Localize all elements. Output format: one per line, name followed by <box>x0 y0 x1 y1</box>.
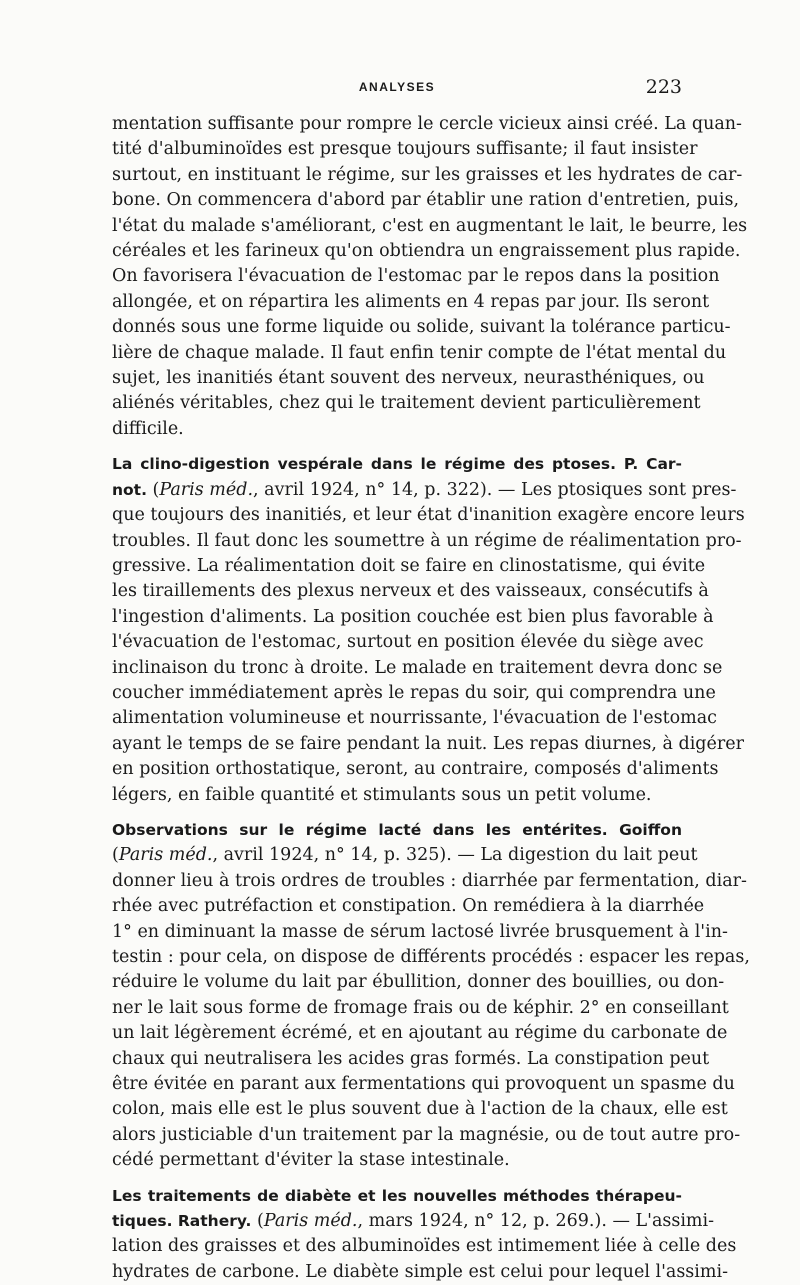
text-line: alors justiciable d'un traitement par la magnésie, ou de tout autre pro- <box>112 1124 741 1145</box>
article-ptoses <box>112 452 745 808</box>
article-title-line <box>112 818 682 843</box>
article-title: Les traitements de diabète et les nouvelles méthodes thérapeu- <box>112 1186 682 1205</box>
text-line: difficile. <box>112 418 184 439</box>
page-number: 223 <box>645 76 682 98</box>
text-line: testin : pour cela, on dispose de différents procédés : espacer les repas, <box>112 947 750 967</box>
text-line: 1° en diminuant la masse de sérum lactosé livrée brusquement à l'in- <box>112 921 728 942</box>
page-body <box>112 112 750 1285</box>
reference-details: , avril 1924, n° 14, p. 325). — La digestion du lait peut <box>212 845 698 866</box>
text-line: colon, mais elle est le plus souvent due à l'action de la chaux, elle est <box>112 1099 728 1120</box>
text-line: que toujours des inanitiés, et leur état d'inanition exagère encore leurs <box>112 505 745 526</box>
text-line: en position orthostatique, seront, au contraire, composés d'aliments <box>112 759 719 780</box>
text-line: chaux qui neutralisera les acides gras formés. La constipation peut <box>112 1048 710 1069</box>
reference-line <box>112 478 737 503</box>
text-line: ner le lait sous forme de fromage frais ou de képhir. 2° en conseillant <box>112 997 729 1018</box>
text-line: lation des graisses et des albuminoïdes est intimement liée à celle des <box>112 1236 737 1257</box>
article-author: not. <box>112 480 147 499</box>
text-line: lière de chaque malade. Il faut enfin tenir compte de l'état mental du <box>112 342 727 363</box>
text-line: donner lieu à trois ordres de troubles : diarrhée par fermentation, diar- <box>112 870 747 891</box>
article-diabete <box>112 1184 737 1285</box>
text-line: cédé permettant d'éviter la stase intestinale. <box>112 1150 510 1171</box>
text-line: allongée, et on répartira les aliments en 4 repas par jour. Ils seront <box>112 291 710 312</box>
article-author: tiques. Rathery. <box>112 1212 252 1231</box>
article-title: Observations sur le régime lacté dans les entérites. Goiffon <box>112 820 682 839</box>
text-line: rhée avec putréfaction et constipation. On remédiera à la diarrhée <box>112 896 705 917</box>
text-line: ayant le temps de se faire pendant la nuit. Les repas diurnes, à digérer <box>112 733 744 754</box>
reference-open: ( <box>146 479 160 500</box>
text-line: troubles. Il faut donc les soumettre à un régime de réalimentation pro- <box>112 530 742 551</box>
text-line: l'ingestion d'aliments. La position couchée est bien plus favorable à <box>112 606 714 627</box>
journal-name: Paris méd. <box>263 1211 358 1232</box>
text-line: bone. On commencera d'abord par établir une ration d'entretien, puis, <box>112 190 740 211</box>
text-line: un lait légèrement écrémé, et en ajoutant au régime du carbonate de <box>112 1023 728 1044</box>
reference-details: , avril 1924, n° 14, p. 322). — Les ptosiques sont pres- <box>253 479 737 500</box>
text-line: les tiraillements des plexus nerveux et des vaisseaux, consécutifs à <box>112 581 709 602</box>
reference-open: ( <box>112 845 119 866</box>
text-line: coucher immédiatement après le repas du soir, qui comprendra une <box>112 682 716 703</box>
text-line: sujet, les inanitiés étant souvent des nerveux, neurasthéniques, ou <box>112 368 705 389</box>
reference-line <box>112 1209 715 1234</box>
reference-details: , mars 1924, n° 12, p. 269.). — L'assimi- <box>357 1211 715 1232</box>
text-line: mentation suffisante pour rompre le cercle vicieux ainsi créé. La quan- <box>112 114 742 134</box>
article-regime-lacte <box>112 818 750 1174</box>
text-line: être évitée en parant aux fermentations qui provoquent un spasme du <box>112 1074 735 1095</box>
article-title: La clino-digestion vespérale dans le régime des ptoses. P. Car- <box>112 455 682 474</box>
running-head: ANALYSES <box>358 80 436 94</box>
text-line: aliénés véritables, chez qui le traitement devient particulièrement <box>112 393 701 414</box>
reference-line <box>112 843 698 868</box>
text-line: donnés sous une forme liquide ou solide, suivant la tolérance particu- <box>112 317 731 338</box>
text-line: réduire le volume du lait par ébullition, donner des bouillies, ou don- <box>112 972 725 993</box>
text-line: gressive. La réalimentation doit se faire en clinostatisme, qui évite <box>112 555 706 576</box>
text-line: inclinaison du tronc à droite. Le malade en traitement devra donc se <box>112 657 723 678</box>
text-line: légers, en faible quantité et stimulants sous un petit volume. <box>112 784 652 805</box>
text-line: surtout, en instituant le régime, sur les graisses et les hydrates de car- <box>112 164 743 185</box>
article-title-line <box>112 1184 682 1209</box>
text-line: tité d'albuminoïdes est presque toujours suffisante; il faut insister <box>112 139 698 160</box>
text-line: l'état du malade s'améliorant, c'est en augmentant le lait, le beurre, les <box>112 215 748 236</box>
text-line: On favorisera l'évacuation de l'estomac par le repos dans la position <box>112 266 720 287</box>
text-line: céréales et les farineux qu'on obtiendra un engraissement plus rapide. <box>112 241 741 262</box>
text-line: l'évacuation de l'estomac, surtout en position élevée du siège avec <box>112 632 704 653</box>
text-line: hydrates de carbone. Le diabète simple est celui pour lequel l'assimi- <box>112 1261 728 1282</box>
journal-name: Paris méd. <box>159 479 254 500</box>
text-line: alimentation volumineuse et nourrissante, l'évacuation de l'estomac <box>112 708 717 729</box>
intro-paragraph <box>112 112 748 442</box>
journal-name: Paris méd. <box>118 845 213 866</box>
page-header <box>112 76 682 102</box>
article-title-line <box>112 452 682 477</box>
reference-open: ( <box>251 1211 264 1232</box>
